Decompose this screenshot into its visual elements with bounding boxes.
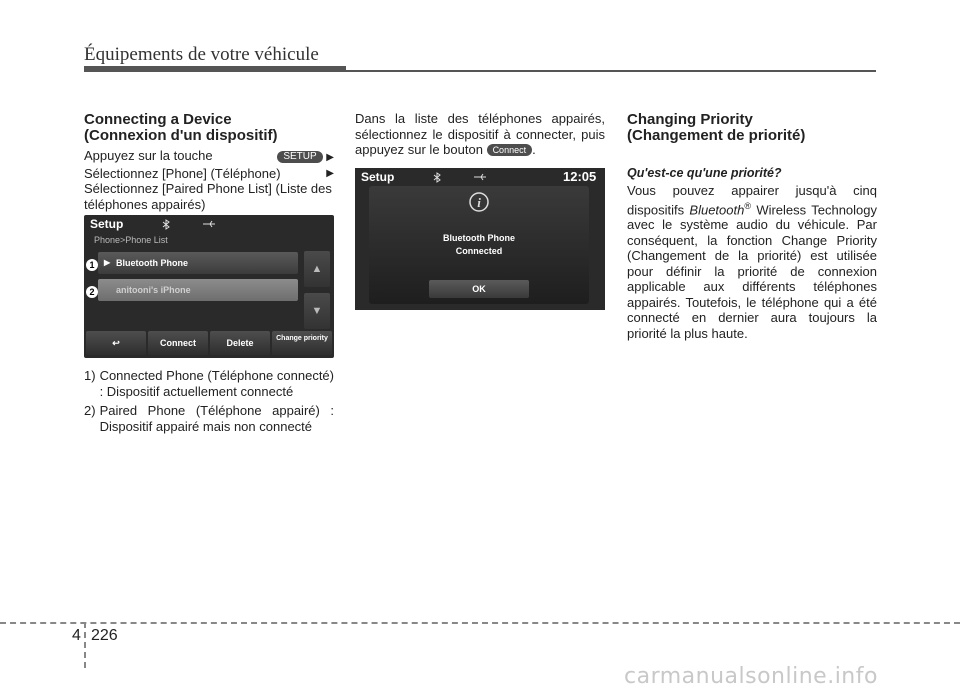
bottom-bar [84,331,334,355]
heading-line1: Changing Priority [627,111,753,128]
list-item-label: anitooni's iPhone [116,285,191,295]
arrow-right-icon: ▶ [326,167,334,179]
bluetooth-icon [162,219,170,230]
heading-line2: (Connexion d'un dispositif) [84,127,278,144]
instruction-text3: Sélectionnez [Paired Phone List] (Liste des téléphones appairés) [84,181,332,212]
connect-paragraph: Dans la liste des téléphones appairés, sélectionnez le dispositif à connecter, puis appuyez sur le bouton Connect . [355,111,605,157]
screen-connected [355,168,605,310]
instruction-key-group [277,148,334,166]
list-number: 2) [84,403,96,418]
chapter-number: 4 [72,627,81,644]
list-item [84,403,334,434]
instruction-text2: Sélectionnez [Phone] (Téléphone) [84,165,281,181]
connect-button[interactable]: Connect [148,331,208,355]
heading-line1: Connecting a Device [84,111,232,128]
scroll-up-button[interactable] [304,251,330,287]
svg-text:i: i [477,195,481,210]
back-button[interactable] [86,331,146,355]
setup-key: SETUP [277,151,322,163]
legend-list [84,368,334,434]
bluetooth-word: Bluetooth [689,201,745,217]
instruction-line1 [84,148,334,166]
connect-text: Dans la liste des téléphones appairés, sélectionnez le dispositif à connecter, puis appuyez sur le bouton [355,111,605,157]
header-rule [84,70,876,72]
message-line2: Connected [455,246,503,256]
screen-title: Setup [90,217,124,231]
priority-paragraph [627,183,877,341]
message-dialog [369,186,589,304]
bluetooth-icon [433,172,441,183]
back-arrow-icon: ↩ [112,338,120,348]
subheading: Qu'est-ce qu'une priorité? [627,166,782,180]
play-icon: ▶ [104,258,111,267]
marker-2: 2 [86,286,98,298]
message-line1: Bluetooth Phone [443,233,515,243]
screen-title: Setup [361,170,395,184]
list-item [84,368,334,399]
info-icon [469,192,489,212]
list-item[interactable] [98,279,298,301]
scroll-down-button[interactable] [304,293,330,329]
instruction-text1: Appuyez sur la touche [84,148,213,163]
marker-1: 1 [86,259,98,271]
section-heading-connecting [84,112,334,144]
breadcrumb: Phone>Phone List [94,235,168,245]
heading-line2: (Changement de priorité) [627,127,806,144]
screen-phone-list [84,215,334,358]
delete-button[interactable]: Delete [210,331,270,355]
connect-key: Connect [487,144,533,156]
list-text: Paired Phone (Téléphone appairé) : Dispositif appairé mais non connecté [99,403,334,434]
registered-mark: ® [744,200,751,211]
priority-text-start: Vous pouvez appairer jusqu'à cinq dispositifs [627,183,877,217]
page-number: 226 [91,627,118,644]
usb-icon [473,173,487,181]
list-number: 1) [84,368,96,383]
chapter-title: Équipements de votre véhicule [84,44,319,65]
section-heading-priority [627,112,877,144]
instructions [84,148,334,212]
down-triangle-icon: ▼ [311,305,323,317]
list-text: Connected Phone (Téléphone connecté) : Dispositif actuellement connecté [99,368,334,399]
usb-icon [202,220,216,228]
message [369,232,589,258]
up-triangle-icon: ▲ [311,263,323,275]
priority-text-rest: Wireless Technology avec le système audio du véhicule. Par conséquent, la fonction Change Priority (Changement de la priorité) est utilisée pour définir la priorité de connexion applicable aux différents téléphones appairés. Toutefois, le téléphone qui a été connecté en dernier aura toujours la priorité la plus haute. [627,201,877,341]
watermark: carmanualsonline.info [624,664,878,689]
clock: 12:05 [563,169,597,184]
change-priority-button[interactable]: Change priority [272,331,332,355]
list-item[interactable] [98,252,298,274]
instruction-line2 [84,166,334,182]
list-item-label: Bluetooth Phone [116,258,188,268]
arrow-right-icon: ▶ [326,152,334,163]
footer-divider [84,622,86,668]
footer-rule [0,622,960,624]
ok-button[interactable]: OK [429,280,529,298]
